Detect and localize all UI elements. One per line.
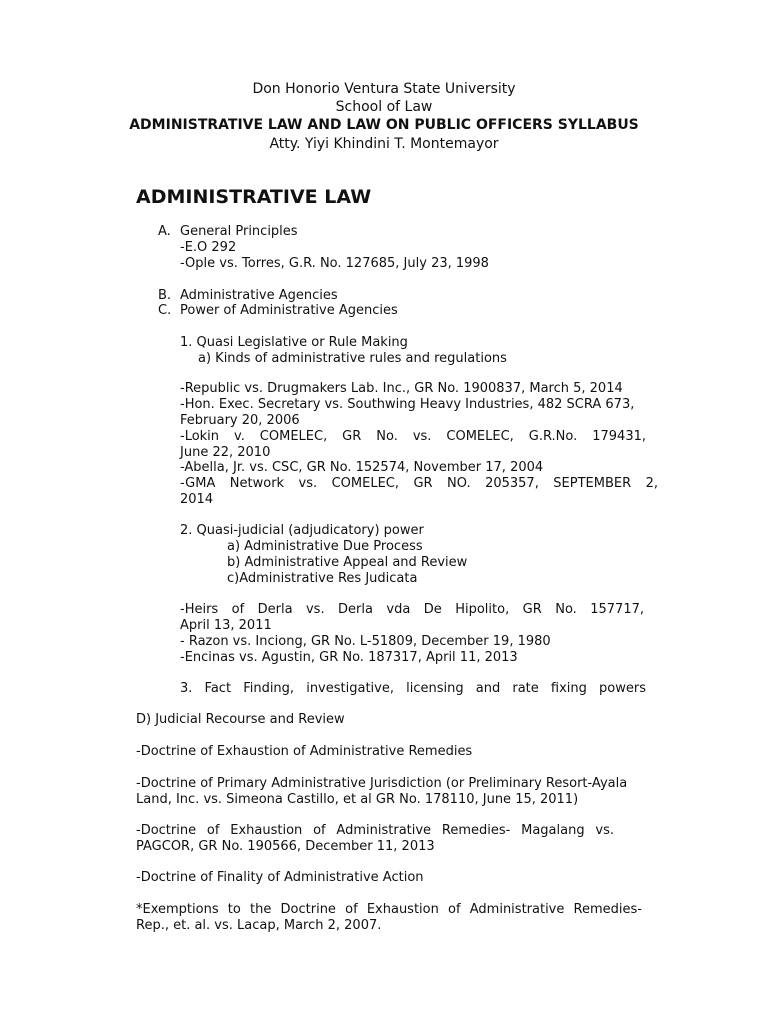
case-line: -Lokin v. COMELEC, GR No. vs. COMELEC, G.R.No. 179431,	[180, 429, 646, 444]
case-line: - Razon vs. Inciong, GR No. L-51809, December 19, 1980	[180, 634, 551, 649]
case-line: -Abella, Jr. vs. CSC, GR No. 152574, November 17, 2004	[180, 460, 544, 475]
subsection-item: a) Administrative Due Process	[227, 539, 423, 554]
case-line: June 22, 2010	[180, 445, 271, 460]
case-line: -Republic vs. Drugmakers Lab. Inc., GR No. 1900837, March 5, 2014	[180, 381, 623, 396]
case-line: -Encinas vs. Agustin, GR No. 187317, April 11, 2013	[180, 650, 518, 665]
outline-item-c	[158, 303, 398, 319]
reference-line: -E.O 292	[180, 240, 237, 255]
case-line: February 20, 2006	[180, 413, 300, 428]
case-line: -GMA Network vs. COMELEC, GR NO. 205357, SEPTEMBER 2,	[180, 476, 658, 491]
reference-line: -Ople vs. Torres, G.R. No. 127685, July 23, 1998	[180, 256, 489, 271]
subsection-item: c)Administrative Res Judicata	[227, 571, 418, 586]
case-line: -Heirs of Derla vs. Derla vda De Hipolito, GR No. 157717,	[180, 602, 644, 617]
subsection-item: a) Kinds of administrative rules and regulations	[198, 351, 507, 366]
doctrine-line: -Doctrine of Primary Administrative Jurisdiction (or Preliminary Resort-Ayala	[136, 776, 628, 791]
doctrine-line: Land, Inc. vs. Simeona Castillo, et al GR No. 178110, June 15, 2011)	[136, 792, 579, 807]
section-title: ADMINISTRATIVE LAW	[136, 186, 372, 208]
doctrine-line: Rep., et. al. vs. Lacap, March 2, 2007.	[136, 918, 382, 933]
doctrine-line: -Doctrine of Exhaustion of Administrative Remedies	[136, 744, 473, 759]
outline-item-b	[158, 288, 338, 304]
outline-letter: A.	[158, 224, 171, 239]
case-line: -Hon. Exec. Secretary vs. Southwing Heavy Industries, 482 SCRA 673,	[180, 397, 635, 412]
school-name: School of Law	[335, 99, 433, 115]
outline-title: Power of Administrative Agencies	[180, 303, 398, 318]
subsection-title: 1. Quasi Legislative or Rule Making	[180, 335, 408, 350]
doctrine-line: PAGCOR, GR No. 190566, December 11, 2013	[136, 839, 435, 854]
outline-title: Administrative Agencies	[180, 288, 338, 303]
case-line: April 13, 2011	[180, 618, 272, 633]
doctrine-line: *Exemptions to the Doctrine of Exhaustion of Administrative Remedies-	[136, 902, 642, 917]
section-d-title: D) Judicial Recourse and Review	[136, 712, 345, 727]
outline-item-a	[158, 224, 298, 240]
doctrine-line: -Doctrine of Exhaustion of Administrative Remedies- Magalang vs.	[136, 823, 614, 838]
outline-title: General Principles	[180, 224, 298, 239]
outline-letter: B.	[158, 288, 172, 303]
case-line: 2014	[180, 492, 214, 507]
subsection-item: b) Administrative Appeal and Review	[227, 555, 468, 570]
university-name: Don Honorio Ventura State University	[252, 81, 516, 97]
outline-letter: C.	[158, 303, 172, 318]
syllabus-title: ADMINISTRATIVE LAW AND LAW ON PUBLIC OFFICERS SYLLABUS	[129, 117, 639, 133]
doctrine-line: -Doctrine of Finality of Administrative Action	[136, 870, 424, 885]
subsection-title: 3. Fact Finding, investigative, licensing and rate fixing powers	[180, 681, 646, 696]
subsection-title: 2. Quasi-judicial (adjudicatory) power	[180, 523, 424, 538]
instructor-name: Atty. Yiyi Khindini T. Montemayor	[269, 136, 499, 152]
